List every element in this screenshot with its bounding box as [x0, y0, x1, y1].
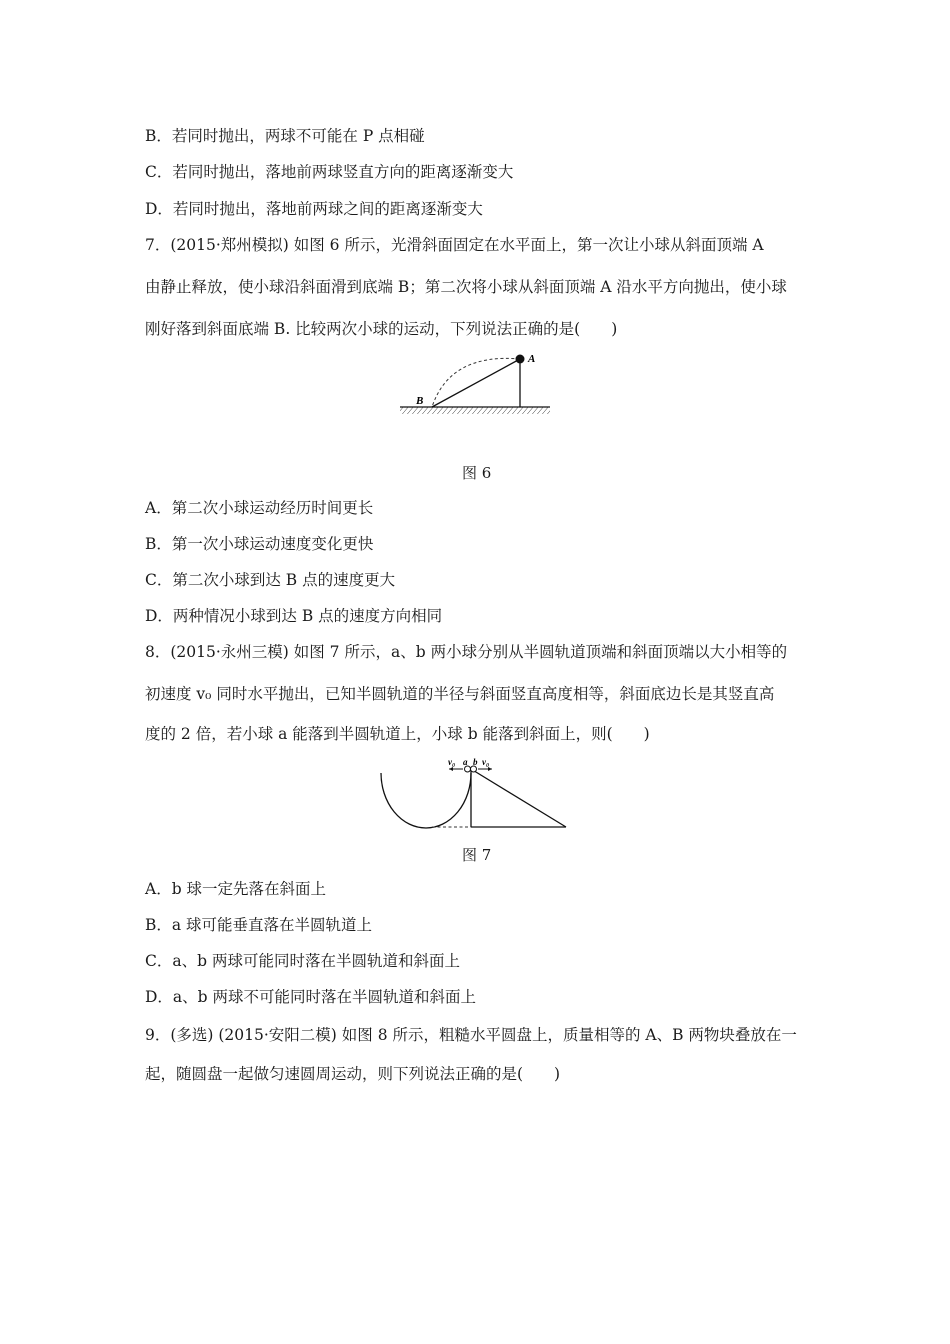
semicircle-track	[381, 773, 471, 828]
q7-option-a: A．第二次小球运动经历时间更长	[145, 499, 374, 517]
q7-option-b: B．第一次小球运动速度变化更快	[145, 535, 374, 553]
q7-stem-line-3: 刚好落到斜面底端 B. 比较两次小球的运动，下列说法正确的是( )	[145, 320, 618, 338]
arrow-right-head	[488, 767, 492, 771]
label-v0-left: v₀	[448, 757, 456, 767]
q8-option-a: A．b 球一定先落在斜面上	[145, 880, 327, 898]
q8-option-d: D．a、b 两球不可能同时落在半圆轨道和斜面上	[145, 988, 477, 1006]
q7-stem-line-1: 7．(2015·郑州模拟) 如图 6 所示，光滑斜面固定在水平面上，第一次让小球从斜面顶端 A	[145, 236, 764, 254]
q7-stem-line-2: 由静止释放，使小球沿斜面滑到底端 B；第二次将小球从斜面顶端 A 沿水平方向抛出，使小球	[145, 278, 787, 296]
q6-option-d: D．若同时抛出，落地前两球之间的距离逐渐变大	[145, 200, 483, 218]
q9-stem-line-1: 9．(多选) (2015·安阳二模) 如图 8 所示，粗糙水平圆盘上，质量相等的 A、B 两物块叠放在一	[145, 1026, 797, 1044]
q8-stem-line-3: 度的 2 倍，若小球 a 能落到半圆轨道上，小球 b 能落到斜面上，则( )	[145, 725, 650, 743]
arrow-left-head	[449, 767, 453, 771]
q8-stem-line-2: 初速度 v₀ 同时水平抛出，已知半圆轨道的半径与斜面竖直高度相等，斜面底边长是其竖直高	[145, 685, 775, 703]
label-b: B	[416, 395, 424, 407]
figure-6-incline-diagram	[390, 345, 560, 445]
label-a: A	[528, 353, 536, 365]
q8-stem-line-1: 8．(2015·永州三模) 如图 7 所示，a、b 两小球分别从半圆轨道顶端和斜面顶端以大小相等的	[145, 643, 788, 661]
q6-option-c: C．若同时抛出，落地前两球竖直方向的距离逐渐变大	[145, 163, 514, 181]
q8-option-c: C．a、b 两球可能同时落在半圆轨道和斜面上	[145, 952, 460, 970]
ground-hatching	[400, 407, 550, 414]
q6-option-b: B．若同时抛出，两球不可能在 P 点相碰	[145, 127, 425, 145]
incline-slope	[471, 769, 566, 827]
ball-a	[516, 355, 525, 364]
incline-slope	[432, 359, 520, 407]
q9-stem-line-2: 起，随圆盘一起做匀速圆周运动，则下列说法正确的是( )	[145, 1065, 561, 1083]
figure-7-semicircle-incline-diagram	[372, 755, 577, 835]
q8-option-b: B．a 球可能垂直落在半圆轨道上	[145, 916, 373, 934]
q7-option-d: D．两种情况小球到达 B 点的速度方向相同	[145, 607, 443, 625]
figure-6-caption: 图 6	[462, 464, 492, 482]
label-v0-right: v₀	[482, 757, 490, 767]
figure-7-caption: 图 7	[462, 846, 492, 864]
q7-option-c: C．第二次小球到达 B 点的速度更大	[145, 571, 396, 589]
label-b: b	[473, 757, 478, 767]
label-a: a	[463, 757, 468, 767]
